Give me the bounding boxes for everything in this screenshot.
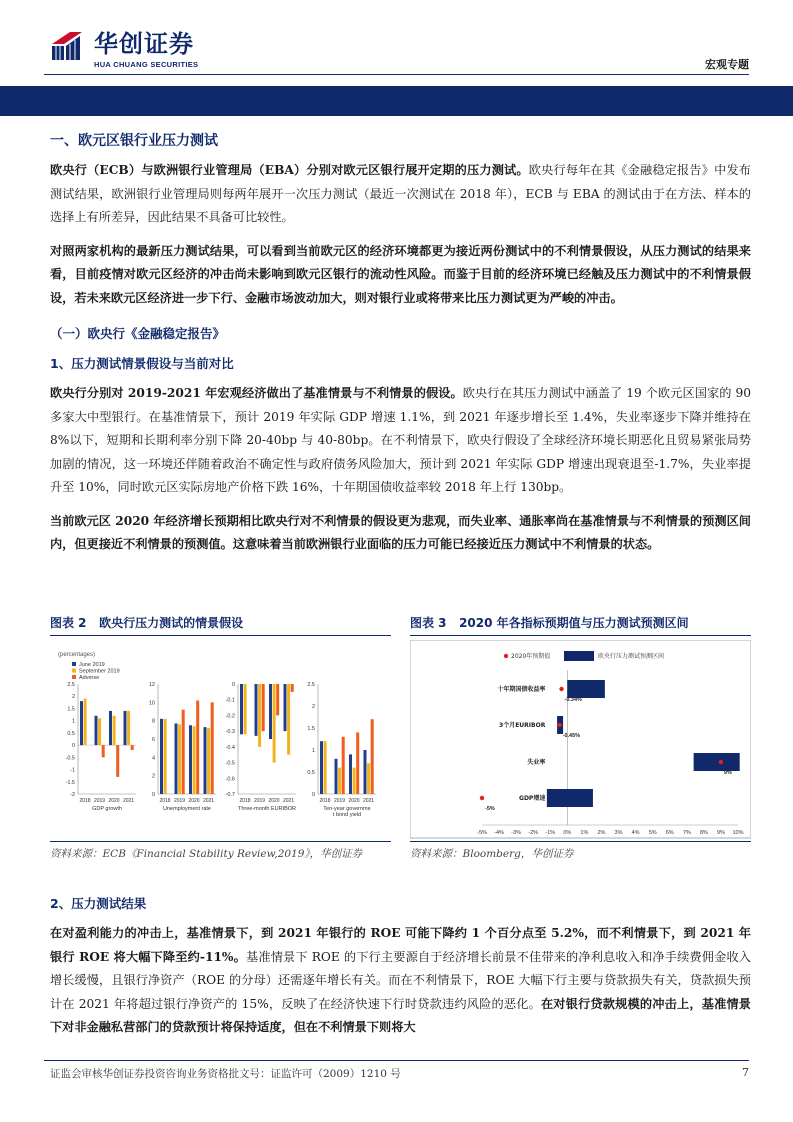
x-tick-label: 0% [563,830,572,836]
paragraph-5-text: 基准情景下 ROE 的下行主要源自于经济增长前景不佳带来的净利息收入和净手续费佣金收入增长缓慢，且银行净资产（ROE 的分母）还需逐年增长有关。而在不利情景下，ROE 大幅下行主要与贷款损失有关，贷款损失预计在 2021 年将超过银行净资产的 15%，反映了在经济快速下行时贷款违约风险的恶化。 [50,949,751,1011]
y-tick-label: -2 [70,792,75,798]
panel-label: GDP growth [92,806,122,812]
legend-label: Adverse [79,675,100,681]
x-tick-label: 2019 [253,798,266,804]
panel-label: Ten-year governme [323,806,371,812]
bar-june-2019 [95,716,98,745]
paragraph-1 [50,159,751,230]
bar-sept-2019 [98,718,101,745]
x-tick-label: -2% [528,830,539,836]
x-tick-label: -1% [545,830,556,836]
section-title: 一、欧元区银行业压力测试 [50,133,218,149]
bar-sept-2020 [113,716,116,745]
x-tick-label: 2018 [159,798,171,804]
row-label: 十年期国债收益率 [497,686,546,693]
bar-june-2019 [255,684,258,736]
legend-point-label: 2020年预期值 [511,653,551,660]
chart-frame [410,640,751,838]
y-tick-label: -0.6 [225,776,235,783]
x-tick-label: 2019 [333,798,346,804]
paragraph-5 [50,922,751,1040]
x-tick-label: 6% [665,830,674,836]
point-label: -5% [485,806,495,812]
bar-adverse-2021 [291,684,294,692]
bar-june-2021 [124,711,127,745]
x-tick-label: 2021 [202,798,215,804]
y-tick-label: 12 [148,682,155,688]
expected-point [559,687,563,691]
x-tick-label: 10% [732,830,744,836]
figures-row [50,614,751,870]
paragraph-3-text: 欧央行在其压力测试中涵盖了 19 个欧元区国家的 90 多家大中型银行。在基准情景下，预计 2019 年实际 GDP 增速 1.1%，到 2021 年逐步增长至 1.4%，失业率逐步下降并维持在 8%以下，短期和长期利率分别下降 20-40bp 与 40-80bp。在不利情景下，欧央行假设了全球经济环境长期恶化且贸易紧张局势加剧的情况，这一环境还伴随着政治不确定性与政府债务风险加大，预计到 2021 年实际 GDP 增速出现衰退至-1.7%，失业率提升至 10%，同时欧元区实际房地产价格下跌 16%，十年期国债收益率较 2018 年上行 130bp。 [50,386,751,494]
bar-sept-2018 [324,741,327,794]
y-tick-label: 1 [71,718,75,725]
x-tick-label: 2018 [319,798,331,804]
legend-swatch [72,675,76,679]
bar-adverse-2019 [102,745,105,757]
paragraph-5-bold-1: 在对盈利能力的冲击上，基准情景下，到 2021 年银行的 ROE 可能下降约 1 个百分点至 5.2%，而不利情景下，到 2021 年银行 ROE 将大幅下降至约-11%。 [50,926,751,964]
results-section [50,886,751,1050]
range-bar [694,753,740,771]
bar-june-2021 [204,727,207,794]
bar-june-2020 [349,754,352,794]
point-label: 9% [723,770,732,776]
legend-label: September 2019 [79,668,120,675]
footer-license: 证监会审核华创证券投资咨询业务资格批文号：证监许可（2009）1210 号 [50,1068,401,1080]
legend-bar-swatch [564,651,594,661]
legend-label: June 2019 [79,662,105,668]
x-tick-label: 4% [631,830,640,836]
subheading-2: 2、压力测试结果 [50,896,147,911]
legend-swatch [72,669,76,673]
y-tick-label: 4 [151,755,155,762]
y-tick-label: 2.5 [307,682,315,688]
point-label: -0.34% [564,697,582,703]
y-tick-label: 6 [151,737,155,743]
paragraph-1-bold: 欧央行（ECB）与欧洲银行业管理局（EBA）分别对欧元区银行展开定期的压力测试。 [50,163,529,177]
bar-sept-2021 [127,711,130,745]
x-tick-label: 2020 [348,798,360,804]
bar-adverse-2020 [356,732,359,794]
figure-2-title-text: 欧央行压力测试的情景假设 [99,616,244,630]
header-band [0,86,793,116]
x-tick-label: 2018 [79,798,91,804]
bar-sept-2021 [207,728,210,794]
paragraph-2 [50,240,751,311]
paragraph-5-bold-2: 在对银行贷款规模的冲击上，基准情景下对非金融私营部门的贷款预计将保持适度，但在不利情景下则将大 [50,996,751,1034]
x-tick-label: 2019 [173,798,186,804]
x-tick-label: 8% [699,830,708,836]
x-tick-label: 2% [597,830,606,836]
bar-june-2018 [160,719,163,794]
page-header [0,0,793,122]
bar-june-2019 [335,759,338,794]
company-logo [50,30,200,70]
figure-3-chart [410,640,751,840]
x-tick-label: 2019 [93,798,106,804]
x-tick-label: 2021 [362,798,375,804]
bar-adverse-2020 [276,684,279,715]
x-tick-label: 2020 [268,798,280,804]
x-tick-label: 9% [716,830,725,836]
bar-adverse-2021 [131,745,134,750]
y-tick-label: 1.5 [67,706,75,713]
figure-3-source: 资料来源：Bloomberg，华创证券 [410,848,574,860]
y-tick-label: -0.1 [225,697,235,704]
footer-divider [44,1060,749,1061]
x-tick-label: 2021 [122,798,135,804]
paragraph-4-bold: 当前欧元区 2020 年经济增长预期相比欧央行对不利情景的假设更为悲观，而失业率、通胀率尚在基准情景与不利情景的预测区间内，但更接近不利情景的预测值。这意味着当前欧洲银行业面临的压力可能已经接近压力测试中不利情景的状态。 [50,513,751,551]
main-content [50,124,751,567]
y-tick-label: 1.5 [307,726,315,732]
figure-3-label: 图表 3 [410,616,447,630]
paragraph-1-text: 欧央行每年在其《金融稳定报告》中发布测试结果，欧洲银行业管理局则每两年展开一次压力测试（最近一次测试在 2018 年），ECB 与 EBA 的测试由于在方法、样本的选择上有所差异，因此结果不具备可比较性。 [50,163,751,224]
x-tick-label: -3% [511,830,522,836]
bar-sept-2019 [258,684,261,747]
subsection-title: （一）欧央行《金融稳定报告》 [50,326,226,341]
x-tick-label: 1% [580,830,589,836]
paragraph-4 [50,510,751,557]
bar-june-2020 [109,711,112,745]
y-tick-label: 0.5 [307,770,315,776]
row-label: 3个月EURIBOR [499,722,546,729]
bar-sept-2018 [164,719,167,794]
unit-note: (percentages) [58,652,96,658]
y-tick-label: -0.2 [225,713,235,720]
panel-label: t bond yield [332,812,362,818]
bar-june-2019 [175,723,178,794]
y-tick-label: -1 [70,767,75,774]
bar-sept-2021 [287,684,290,755]
row-label: GDP增速 [519,795,546,802]
y-tick-label: 0 [71,743,75,750]
y-tick-label: -0.4 [225,744,235,751]
y-tick-label: -0.5 [225,760,235,767]
figure-2-chart [50,640,391,840]
subheading-1: 1、压力测试情景假设与当前对比 [50,356,234,371]
x-tick-label: 2020 [108,798,120,804]
figure-2 [50,614,391,860]
range-bar [547,789,593,807]
y-tick-label: -0.3 [225,729,235,736]
y-tick-label: 0 [231,682,235,688]
x-tick-label: 2018 [239,798,251,804]
bar-sept-2020 [353,768,356,794]
y-tick-label: 1 [311,748,315,754]
bar-june-2020 [269,684,272,739]
x-tick-label: 7% [682,830,691,836]
expected-point [719,760,723,764]
bar-adverse-2019 [342,737,345,794]
y-tick-label: 0 [311,792,315,798]
bar-adverse-2021 [211,702,214,794]
bar-sept-2020 [273,684,276,763]
bar-sept-2018 [244,684,247,734]
y-tick-label: 8 [151,718,155,725]
y-tick-label: 2 [151,773,155,780]
figure-2-label: 图表 2 [50,616,87,630]
bar-june-2018 [320,741,323,794]
x-tick-label: 2020 [188,798,200,804]
y-tick-label: 2 [311,704,315,710]
legend-point-marker [504,654,508,658]
legend-swatch [72,662,76,666]
y-tick-label: 0.5 [67,730,75,737]
figure-3-title [410,614,751,636]
bar-june-2021 [364,750,367,794]
figure-2-source: 资料来源：ECB《Financial Stability Review,2019》，华创证券 [50,848,363,860]
y-tick-label: -0.7 [225,792,235,798]
y-tick-label: 10 [148,700,155,707]
bar-sept-2019 [338,768,341,794]
bar-june-2020 [189,725,192,794]
y-tick-label: -0.5 [65,755,75,762]
expected-point [480,796,484,800]
paragraph-2-bold: 对照两家机构的最新压力测试结果，可以看到当前欧元区的经济环境都更为接近两份测试中的不利情景假设，从压力测试的结果来看，目前疫情对欧元区经济的冲击尚未影响到欧元区银行的流动性风险。而鉴于目前的经济环境已经触及压力测试中的不利情景假设，若未来欧元区经济进一步下行、金融市场波动加大，则对银行业或将带来比压力测试更为严峻的冲击。 [50,243,751,305]
panel-label: Unemployment rate [163,806,211,812]
figure-3-title-text: 2020 年各指标预期值与压力测试预测区间 [459,616,689,630]
legend-bar-label: 欧央行压力测试预测区间 [598,653,665,660]
logo-chinese-name: 华创证券 [94,30,194,58]
x-tick-label: -4% [494,830,504,836]
bar-sept-2018 [84,699,87,745]
bar-june-2018 [80,701,83,745]
bar-sept-2021 [367,763,370,794]
report-type: 宏观专题 [705,58,749,71]
figure-2-title [50,614,391,636]
expected-point [557,723,561,727]
x-tick-label: 3% [614,830,623,836]
y-tick-label: 2.5 [67,682,75,688]
bar-adverse-2019 [262,684,265,731]
logo-english-name: HUA CHUANG SECURITIES [94,60,199,69]
figure-3 [410,614,751,860]
y-tick-label: -1.5 [65,779,75,786]
bar-june-2021 [284,684,287,731]
page-number: 7 [742,1066,749,1079]
bar-sept-2020 [193,726,196,794]
range-bar [567,680,605,698]
bar-adverse-2020 [196,701,199,795]
bar-sept-2019 [178,724,181,794]
bar-adverse-2020 [116,745,119,777]
panel-label: Three-month EURIBOR [237,806,297,812]
bar-adverse-2021 [371,719,374,794]
header-divider [44,74,749,75]
x-tick-label: -5% [477,830,487,836]
bar-adverse-2019 [182,710,185,794]
y-tick-label: 0 [151,792,155,798]
paragraph-3 [50,382,751,500]
x-tick-label: 5% [648,830,657,836]
logo-mark-icon [50,30,82,62]
y-tick-label: 2 [71,694,75,701]
paragraph-3-bold: 欧央行分别对 2019-2021 年宏观经济做出了基准情景与不利情景的假设。 [50,386,463,400]
bar-june-2018 [240,684,243,734]
point-label: -0.45% [562,733,581,739]
row-label: 失业率 [527,759,546,766]
figure-3-source-divider [410,841,751,842]
x-tick-label: 2021 [282,798,295,804]
figure-2-source-divider [50,841,391,842]
